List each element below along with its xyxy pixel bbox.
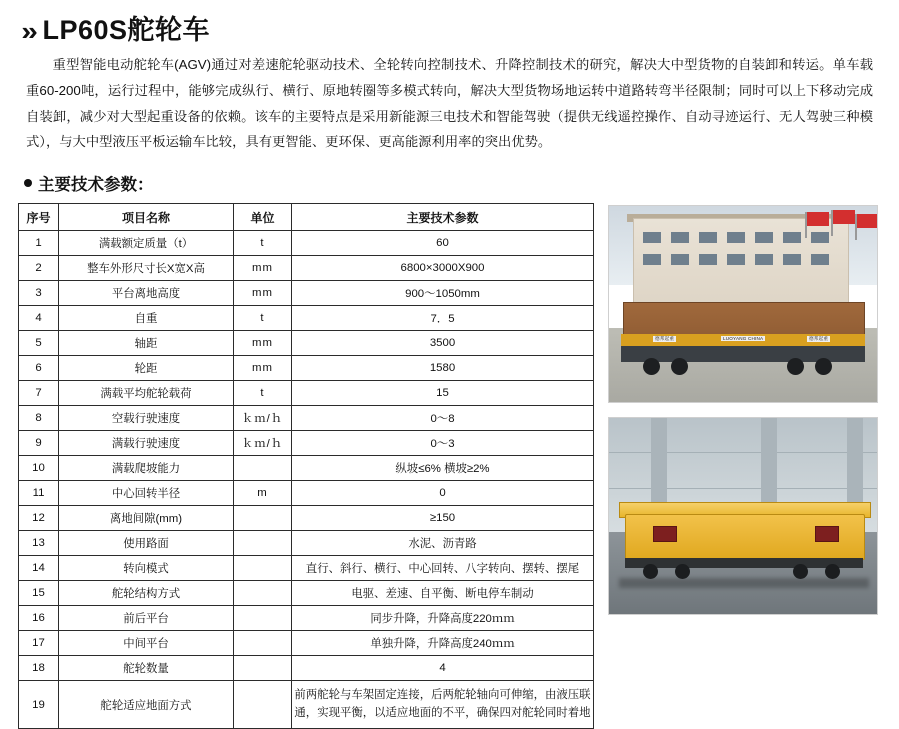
cell-name: 中间平台: [59, 631, 234, 656]
photo1-window: [755, 232, 773, 243]
photo1-window: [811, 254, 829, 265]
cell-unit: mm: [234, 356, 292, 381]
cell-no: 17: [19, 631, 59, 656]
cell-unit: ｋｍ/ｈ: [234, 431, 292, 456]
photo1-flag: [857, 214, 878, 228]
cell-value: 1580: [292, 356, 594, 381]
cell-value: 电驱、差速、自平衡、断电停车制动: [292, 581, 594, 606]
table-row: [19, 281, 594, 306]
cell-name: 中心回转半径: [59, 481, 234, 506]
th-value: 主要技术参数: [292, 204, 594, 231]
cell-unit: t: [234, 231, 292, 256]
cell-unit: t: [234, 306, 292, 331]
cell-name: 满载行驶速度: [59, 431, 234, 456]
photo1-window: [699, 254, 717, 265]
cell-no: 13: [19, 531, 59, 556]
photo1-window: [727, 232, 745, 243]
cell-unit: [234, 556, 292, 581]
cell-value: 15: [292, 381, 594, 406]
th-name: 项目名称: [59, 204, 234, 231]
cell-name: 满载爬坡能力: [59, 456, 234, 481]
cell-unit: [234, 606, 292, 631]
th-no: 序号: [19, 204, 59, 231]
cell-name: 舵轮适应地面方式: [59, 681, 234, 729]
photo2-control-panel: [815, 526, 839, 542]
section-heading-text: 主要技术参数：: [38, 176, 154, 195]
table-row: [19, 556, 594, 581]
table-row: [19, 231, 594, 256]
cell-unit: mm: [234, 281, 292, 306]
cell-value: 0: [292, 481, 594, 506]
cell-value: 3500: [292, 331, 594, 356]
outdoor-flatbed-agv-photo: [608, 205, 878, 403]
table-row: [19, 331, 594, 356]
cell-name: 前后平台: [59, 606, 234, 631]
cell-unit: m: [234, 481, 292, 506]
cell-name: 自重: [59, 306, 234, 331]
photo1-caption-right: 德邦起重: [809, 336, 829, 342]
th-unit: 单位: [234, 204, 292, 231]
section-heading: [24, 171, 881, 195]
photo2-control-panel: [653, 526, 677, 542]
cell-no: 1: [19, 231, 59, 256]
table-row: [19, 506, 594, 531]
table-header-row: [19, 204, 594, 231]
photo1-window: [727, 254, 745, 265]
cell-no: 10: [19, 456, 59, 481]
double-chevron-right-icon: »: [21, 15, 34, 46]
photo1-window: [783, 232, 801, 243]
photo1-caption-left: 德邦起重: [655, 336, 675, 342]
cell-value: 直行、斜行、横行、中心回转、八字转向、摆转、摆尾: [292, 556, 594, 581]
cell-no: 11: [19, 481, 59, 506]
cell-name: 满载额定质量（t）: [59, 231, 234, 256]
cell-no: 15: [19, 581, 59, 606]
cell-value: 4: [292, 656, 594, 681]
cell-value: 6800×3000X900: [292, 256, 594, 281]
cell-no: 14: [19, 556, 59, 581]
cell-no: 8: [19, 406, 59, 431]
photo1-caption-center: LUOYANG CHINA: [723, 336, 764, 342]
cell-value: ≥150: [292, 506, 594, 531]
cell-unit: [234, 506, 292, 531]
cell-no: 12: [19, 506, 59, 531]
cell-name: 轮距: [59, 356, 234, 381]
cell-value: 前两舵轮与车架固定连接，后两舵轮轴向可伸缩，由液压联通，实现平衡，以适应地面的不平，确保四对舵轮同时着地: [292, 681, 594, 729]
cell-unit: mm: [234, 256, 292, 281]
cell-no: 18: [19, 656, 59, 681]
cell-name: 使用路面: [59, 531, 234, 556]
filled-circle-bullet-icon: [24, 179, 32, 187]
cell-unit: t: [234, 381, 292, 406]
photo2-wall-line: [609, 488, 877, 489]
photo2-wall-line: [609, 452, 877, 453]
cell-no: 3: [19, 281, 59, 306]
cell-value: 900～1050mm: [292, 281, 594, 306]
table-row: [19, 656, 594, 681]
cell-name: 满载平均舵轮载荷: [59, 381, 234, 406]
cell-value: 60: [292, 231, 594, 256]
intro-paragraph: 重型智能电动舵轮车(AGV)通过对差速舵轮驱动技术、全轮转向控制技术、升降控制技术的研究，解决大中型货物的自装卸和转运。单车载重60-200吨，运行过程中，能够完成纵行、横行、原地转圈等多模式转向，解决大型货物场地运转中道路转弯半径限制；同时可以上下移动完成自装卸，减少对大型起重设备的依赖。该车的主要特点是采用新能源三电技术和智能驾驶（提供无线遥控操作、自动寻迹运行、无人驾驶三种模式），与大中型液压平板运输车比较，具有更智能、更环保、更高能源利用率的突出优势。: [26, 56, 873, 150]
cell-unit: [234, 456, 292, 481]
cell-name: 空载行驶速度: [59, 406, 234, 431]
page-title: [22, 16, 881, 46]
photo1-window: [699, 232, 717, 243]
table-row: [19, 381, 594, 406]
table-row: [19, 681, 594, 729]
cell-name: 整车外形尺寸长X宽X高: [59, 256, 234, 281]
indoor-yellow-agv-photo: [608, 417, 878, 615]
photo1-window: [643, 254, 661, 265]
cell-unit: [234, 581, 292, 606]
cell-value: 同步升降，升降高度220ｍｍ: [292, 606, 594, 631]
table-row: [19, 456, 594, 481]
cell-value: 0～8: [292, 406, 594, 431]
cell-no: 4: [19, 306, 59, 331]
photo2-shadow: [619, 578, 869, 588]
cell-name: 转向模式: [59, 556, 234, 581]
photo1-window: [671, 254, 689, 265]
cell-unit: [234, 531, 292, 556]
table-row: [19, 306, 594, 331]
table-row: [19, 631, 594, 656]
photo1-flag: [807, 212, 829, 226]
table-row: [19, 581, 594, 606]
table-row: [19, 481, 594, 506]
photo1-flag: [833, 210, 855, 224]
cell-name: 舵轮数量: [59, 656, 234, 681]
cell-value: 7．5: [292, 306, 594, 331]
photo1-window: [755, 254, 773, 265]
photo1-window: [671, 232, 689, 243]
cell-unit: mm: [234, 331, 292, 356]
cell-no: 7: [19, 381, 59, 406]
cell-name: 舵轮结构方式: [59, 581, 234, 606]
cell-unit: [234, 656, 292, 681]
cell-no: 2: [19, 256, 59, 281]
cell-unit: [234, 681, 292, 729]
page-title-text: LP60S舵轮车: [42, 15, 211, 45]
cell-no: 9: [19, 431, 59, 456]
photo-column: [608, 203, 878, 615]
cell-value: 单独升降，升降高度240ｍｍ: [292, 631, 594, 656]
photo1-window: [643, 232, 661, 243]
cell-no: 6: [19, 356, 59, 381]
cell-value: 水泥、沥青路: [292, 531, 594, 556]
photo1-window: [811, 232, 829, 243]
cell-value: 0～3: [292, 431, 594, 456]
cell-no: 19: [19, 681, 59, 729]
cell-unit: ｋｍ/ｈ: [234, 406, 292, 431]
cell-no: 5: [19, 331, 59, 356]
table-row: [19, 531, 594, 556]
cell-no: 16: [19, 606, 59, 631]
table-row: [19, 606, 594, 631]
table-row: [19, 431, 594, 456]
cell-name: 轴距: [59, 331, 234, 356]
specs-table: [18, 203, 594, 729]
cell-name: 平台离地高度: [59, 281, 234, 306]
cell-value: 纵坡≤6% 横坡≥2%: [292, 456, 594, 481]
table-row: [19, 356, 594, 381]
table-row: [19, 406, 594, 431]
cell-name: 离地间隙(mm): [59, 506, 234, 531]
photo1-window: [783, 254, 801, 265]
table-row: [19, 256, 594, 281]
cell-unit: [234, 631, 292, 656]
content-body: [18, 203, 881, 729]
